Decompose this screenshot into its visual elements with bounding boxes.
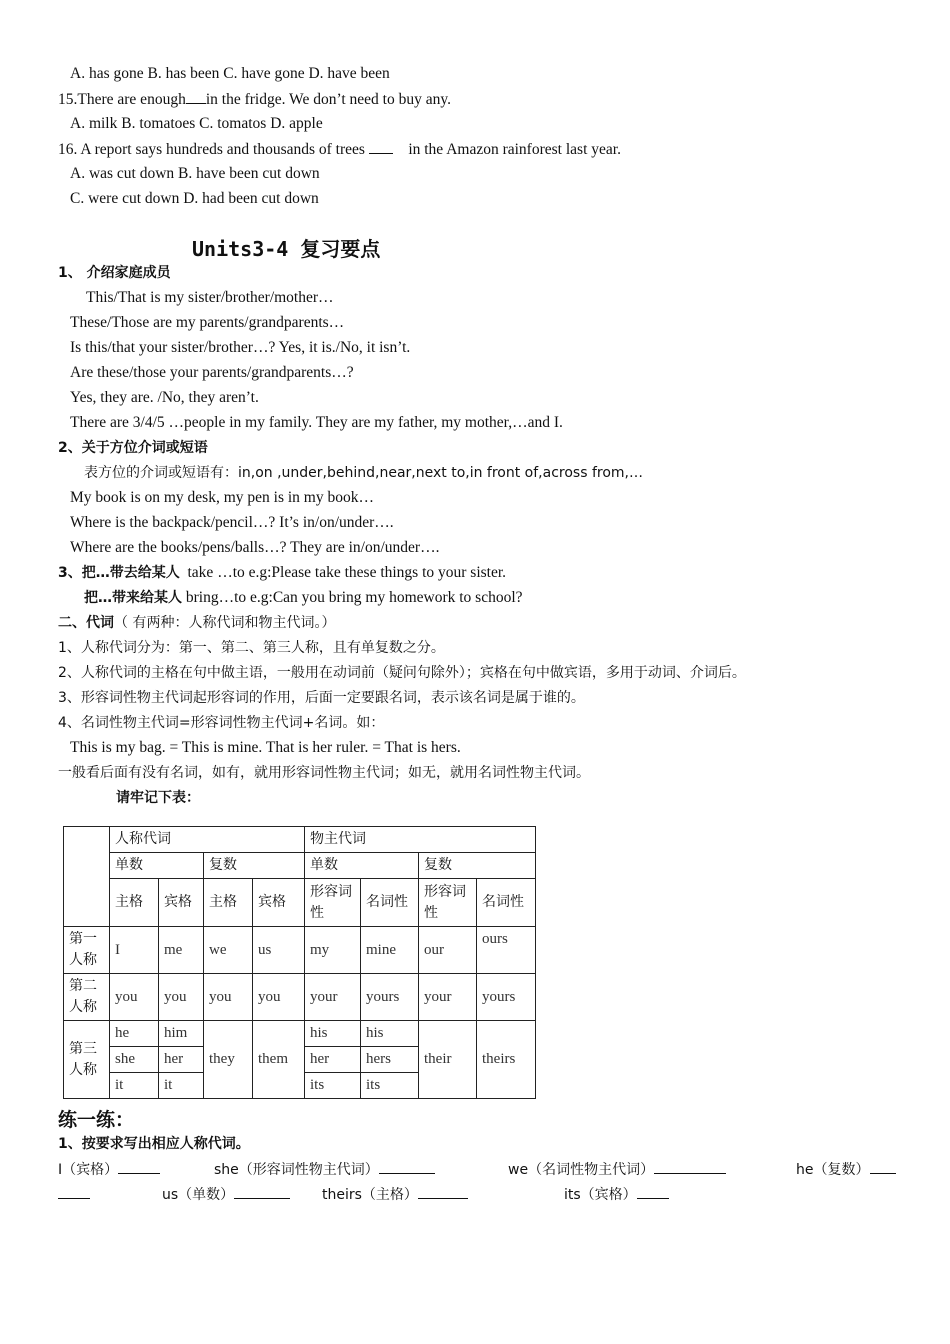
header-possessive-plural: 复数 <box>419 853 536 879</box>
part2-rule: 3、形容词性物主代词起形容词的作用，后面一定要跟名词，表示该名词是属于谁的。 <box>58 690 585 706</box>
header-personal-singular: 单数 <box>110 853 204 879</box>
cell-second-objective: you <box>159 974 204 1021</box>
point1-line: Is this/that your sister/brother…? Yes, it is./No, it isn’t. <box>70 339 411 356</box>
exercise-answer-blank-continued[interactable] <box>58 1184 90 1205</box>
part2-rule: 1、人称代词分为：第一、第二、第三人称，且有单复数之分。 <box>58 640 445 656</box>
q15-options: A. milk B. tomatoes C. tomatos D. apple <box>70 115 323 132</box>
exercise-item: he（复数） <box>796 1159 896 1180</box>
cell-second-plural-nominative: you <box>204 974 253 1021</box>
exercise-answer-blank[interactable] <box>418 1184 468 1199</box>
point3-text-a: take …to e.g:Please take these things to your sister. <box>187 564 507 581</box>
point2-heading: 2、关于方位介词或短语 <box>58 440 208 456</box>
point3-label-b: 把…带来给某人 <box>84 590 182 606</box>
exercise-answer-blank[interactable] <box>118 1159 160 1174</box>
cell-third-she-noun-possessive: hers <box>361 1047 419 1073</box>
exercise-item: theirs（主格） <box>322 1184 468 1205</box>
table-corner-cell <box>64 827 110 927</box>
point1-line: There are 3/4/5 …people in my family. They are my father, my mother,…and I. <box>70 414 563 431</box>
part2-example: This is my bag. = This is mine. That is her ruler. = That is hers. <box>70 739 461 756</box>
q15-answer-blank[interactable] <box>186 89 206 104</box>
exercise-answer-blank[interactable] <box>379 1159 435 1174</box>
pronoun-table <box>63 826 536 1099</box>
point1-heading: 1、 介绍家庭成员 <box>58 265 171 281</box>
cell-second-nominative: you <box>110 974 159 1021</box>
cell-third-plural-adjective-possessive: their <box>419 1021 477 1099</box>
header-adjective-possessive: 形容词性 <box>305 879 361 927</box>
header-adjective-possessive: 形容词性 <box>419 879 477 927</box>
point3-label-a: 3、把…带去给某人 <box>58 565 180 581</box>
part2-heading <box>58 613 335 633</box>
point1-line: These/Those are my parents/grandparents… <box>70 314 345 331</box>
header-possessive-pronouns: 物主代词 <box>305 827 536 853</box>
cell-third-he-noun-possessive: his <box>361 1021 419 1047</box>
cell-first-objective: me <box>159 927 204 974</box>
cell-third-it-noun-possessive: its <box>361 1073 419 1099</box>
exercise-answer-blank[interactable] <box>654 1159 726 1174</box>
cell-first-adjective-possessive: my <box>305 927 361 974</box>
cell-third-he-nominative: he <box>110 1021 159 1047</box>
exercise-item: us（单数） <box>162 1184 290 1205</box>
part2-heading-rest: （ 有两种：人称代词和物主代词。） <box>114 615 336 631</box>
section-title: Units3-4 复习要点 <box>192 237 381 261</box>
part2-rule: 2、人称代词的主格在句中做主语，一般用在动词前（疑问句除外）；宾格在句中做宾语，多用于动词、介词后。 <box>58 665 746 681</box>
cell-second-noun-possessive: yours <box>361 974 419 1021</box>
cell-first-noun-possessive: mine <box>361 927 419 974</box>
cell-second-plural-noun-possessive: yours <box>477 974 536 1021</box>
cell-third-he-objective: him <box>159 1021 204 1047</box>
point2-intro: 表方位的介词或短语有：in,on ,under,behind,near,next to,in front of,across from,… <box>84 465 643 481</box>
part2-remember: 请牢记下表： <box>116 790 200 806</box>
header-objective: 宾格 <box>159 879 204 927</box>
q16-options-2: C. were cut down D. had been cut down <box>70 190 319 207</box>
exercise-item: its（宾格） <box>564 1184 669 1205</box>
header-nominative: 主格 <box>110 879 159 927</box>
q14-options: A. has gone B. has been C. have gone D. have been <box>70 65 390 82</box>
header-noun-possessive: 名词性 <box>361 879 419 927</box>
cell-third-it-nominative: it <box>110 1073 159 1099</box>
q16-options-1: A. was cut down B. have been cut down <box>70 165 320 182</box>
cell-first-plural-nominative: we <box>204 927 253 974</box>
point1-line: Yes, they are. /No, they aren’t. <box>70 389 259 406</box>
cell-third-it-adjective-possessive: its <box>305 1073 361 1099</box>
q15-stem-pre: 15.There are enough <box>58 91 186 108</box>
header-possessive-singular: 单数 <box>305 853 419 879</box>
cell-third-she-nominative: she <box>110 1047 159 1073</box>
exercise-answer-blank[interactable] <box>637 1184 669 1199</box>
exercise-item: we（名词性物主代词） <box>508 1159 726 1180</box>
header-objective: 宾格 <box>253 879 305 927</box>
cell-second-adjective-possessive: your <box>305 974 361 1021</box>
point2-line: Where are the books/pens/balls…? They are in/on/under…. <box>70 539 440 556</box>
point2-line: My book is on my desk, my pen is in my book… <box>70 489 374 506</box>
part2-rule: 4、名词性物主代词=形容词性物主代词+名词。如： <box>58 715 385 731</box>
q15-stem <box>58 89 451 110</box>
cell-third-he-adjective-possessive: his <box>305 1021 361 1047</box>
header-personal-pronouns: 人称代词 <box>110 827 305 853</box>
cell-first-nominative: I <box>110 927 159 974</box>
cell-first-plural-noun-possessive: ours <box>477 927 536 974</box>
point1-line: This/That is my sister/brother/mother… <box>86 289 334 306</box>
part2-tip: 一般看后面有没有名词，如有，就用形容词性物主代词；如无，就用名词性物主代词。 <box>58 765 590 781</box>
cell-third-it-objective: it <box>159 1073 204 1099</box>
header-noun-possessive: 名词性 <box>477 879 536 927</box>
cell-second-plural-objective: you <box>253 974 305 1021</box>
exercise-answer-blank[interactable] <box>234 1184 290 1199</box>
point3-text-b: bring…to e.g:Can you bring my homework to school? <box>185 589 523 606</box>
row-label-first-person: 第一人称 <box>64 927 110 974</box>
row-label-second-person: 第二人称 <box>64 974 110 1021</box>
point1-line: Are these/those your parents/grandparents…? <box>70 364 354 381</box>
exercise-item: I（宾格） <box>58 1159 160 1180</box>
cell-third-she-adjective-possessive: her <box>305 1047 361 1073</box>
row-label-third-person: 第三人称 <box>64 1021 110 1099</box>
exercise-q1-heading: 1、按要求写出相应人称代词。 <box>58 1136 250 1152</box>
exercise-answer-blank[interactable] <box>870 1159 896 1174</box>
cell-third-plural-objective: them <box>253 1021 305 1099</box>
point3-line-b <box>84 588 523 608</box>
q16-answer-blank[interactable] <box>369 139 393 154</box>
exercise-item: she（形容词性物主代词） <box>214 1159 435 1180</box>
cell-first-plural-objective: us <box>253 927 305 974</box>
part2-heading-bold: 二、代词 <box>58 615 114 631</box>
q16-stem-post: in the Amazon rainforest last year. <box>408 141 621 158</box>
exercise-title: 练一练： <box>58 1109 135 1131</box>
cell-third-plural-noun-possessive: theirs <box>477 1021 536 1099</box>
cell-first-plural-adjective-possessive: our <box>419 927 477 974</box>
q15-stem-post: in the fridge. We don’t need to buy any. <box>205 91 451 108</box>
q16-stem <box>58 139 621 160</box>
point3-line-a <box>58 563 506 583</box>
q16-stem-pre: 16. A report says hundreds and thousands of trees <box>58 141 365 158</box>
cell-third-plural-nominative: they <box>204 1021 253 1099</box>
header-nominative: 主格 <box>204 879 253 927</box>
cell-second-plural-adjective-possessive: your <box>419 974 477 1021</box>
point2-line: Where is the backpack/pencil…? It’s in/on/under…. <box>70 514 394 531</box>
header-personal-plural: 复数 <box>204 853 305 879</box>
cell-third-she-objective: her <box>159 1047 204 1073</box>
